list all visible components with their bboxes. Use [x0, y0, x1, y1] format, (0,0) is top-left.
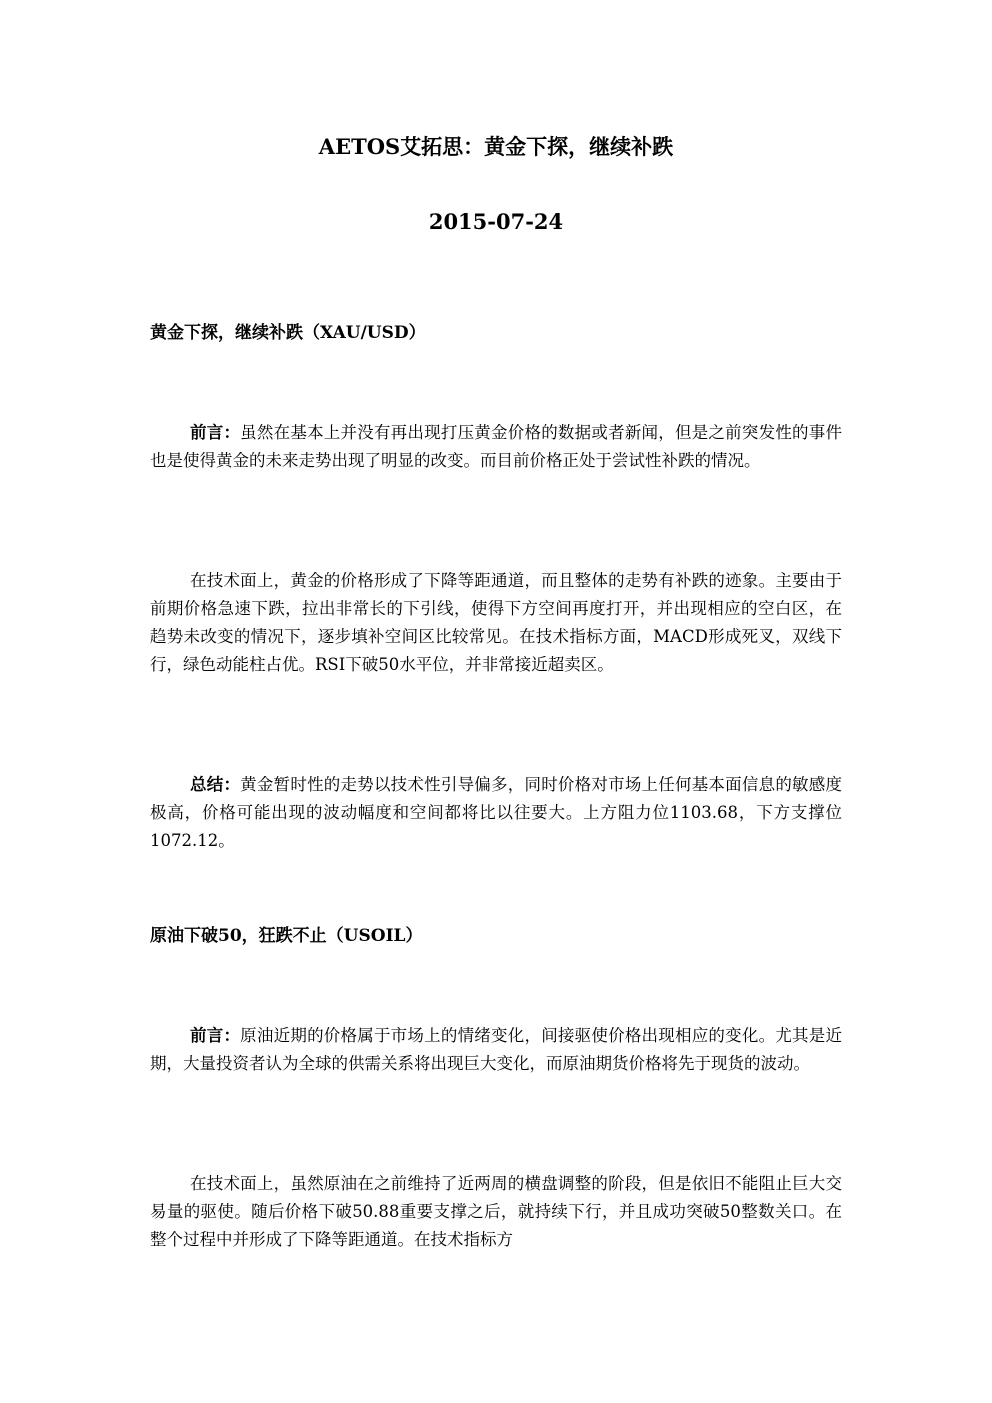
document-date: 2015-07-24	[428, 209, 564, 234]
section-heading-oil: 原油下破50，狂跌不止（USOIL）	[150, 926, 423, 946]
gold-summary-paragraph	[150, 771, 842, 855]
paragraph-text: 虽然在基本上并没有再出现打压黄金价格的数据或者新闻，但是之前突发性的事件也是使得黄金的未来走势出现了明显的改变。而目前价格正处于尝试性补跌的情况。	[150, 423, 843, 470]
paragraph-lead: 前言：	[190, 1026, 241, 1045]
oil-intro-paragraph	[150, 1022, 842, 1078]
paragraph-text: 黄金暂时性的走势以技术性引导偏多，同时价格对市场上任何基本面信息的敏感度极高，价格可能出现的波动幅度和空间都将比以往要大。上方阻力位1103.68，下方支撑位1072.12。	[150, 775, 843, 850]
section-heading-gold: 黄金下探，继续补跌（XAU/USD）	[150, 323, 426, 343]
paragraph-lead: 前言：	[190, 423, 241, 442]
document-title: AETOS艾拓思：黄金下探，继续补跌	[318, 134, 674, 159]
oil-technical-paragraph	[150, 1170, 842, 1254]
paragraph-text: 原油近期的价格属于市场上的情绪变化，间接驱使价格出现相应的变化。尤其是近期，大量投资者认为全球的供需关系将出现巨大变化，而原油期货价格将先于现货的波动。	[150, 1026, 843, 1073]
gold-technical-paragraph	[150, 567, 842, 679]
gold-intro-paragraph	[150, 419, 842, 475]
paragraph-text: 在技术面上，黄金的价格形成了下降等距通道，而且整体的走势有补跌的迹象。主要由于前期价格急速下跌，拉出非常长的下引线，使得下方空间再度打开，并出现相应的空白区，在趋势未改变的情况下，逐步填补空间区比较常见。在技术指标方面，MACD形成死叉，双线下行，绿色动能柱占优。RSI下破50水平位，并非常接近超卖区。	[150, 571, 842, 674]
paragraph-lead: 总结：	[190, 775, 241, 794]
paragraph-text: 在技术面上，虽然原油在之前维持了近两周的横盘调整的阶段，但是依旧不能阻止巨大交易量的驱使。随后价格下破50.88重要支撑之后，就持续下行，并且成功突破50整数关口。在整个过程中并形成了下降等距通道。在技术指标方	[150, 1174, 842, 1249]
